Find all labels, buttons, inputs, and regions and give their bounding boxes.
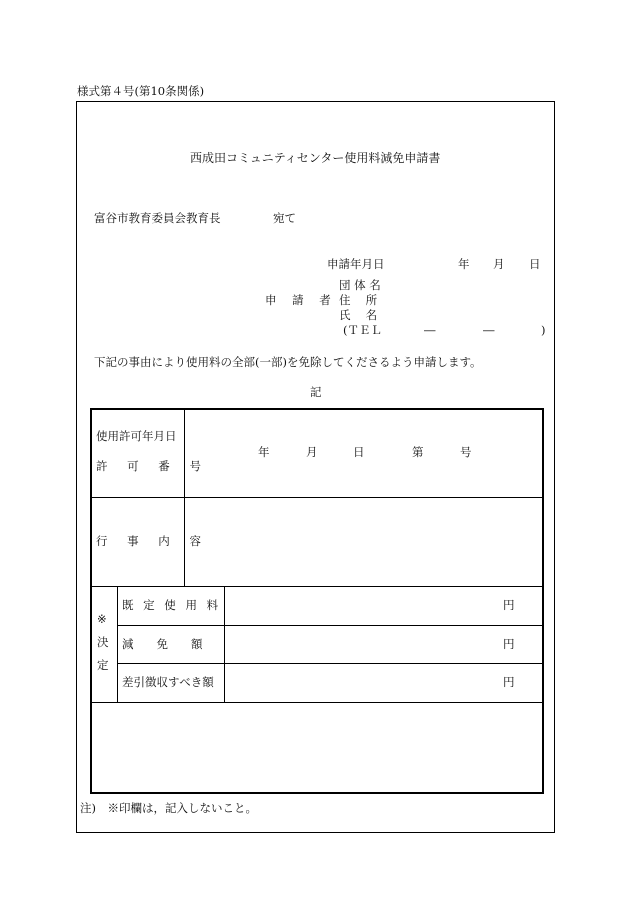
document-title: 西成田コミュニティセンター使用料減免申請書 <box>190 151 441 165</box>
request-text: 下記の事由により使用料の全部(一部)を免除してくださるよう申請します。 <box>94 355 482 369</box>
table-rule <box>117 663 543 664</box>
date-year: 年 <box>458 257 470 271</box>
date-month: 月 <box>493 257 505 271</box>
decision-line-2: 定 <box>97 658 109 672</box>
table-rule <box>224 586 225 702</box>
applicant-tel-dash-2: ― <box>483 323 495 337</box>
fee-row-unit: 円 <box>503 598 515 612</box>
permit-month: 月 <box>306 445 318 459</box>
applicant-tel-dash-1: ― <box>424 323 436 337</box>
balance-row-unit: 円 <box>503 675 515 689</box>
table-rule <box>91 497 543 498</box>
table-rule <box>117 625 543 626</box>
permit-go: 号 <box>460 445 472 459</box>
applicant-tel-open: (ＴＥＬ <box>343 323 382 337</box>
balance-row-label: 差引徴収すべき額 <box>122 675 214 689</box>
exemption-row-unit: 円 <box>503 637 515 651</box>
date-label: 申請年月日 <box>327 257 385 271</box>
date-day: 日 <box>529 257 541 271</box>
applicant-prefix: 申 請 者 <box>265 293 337 307</box>
permit-number-label: 許 可 番 号 <box>96 459 209 473</box>
addressee-suffix: 宛て <box>273 211 296 225</box>
table-rule <box>91 702 543 703</box>
table-rule <box>91 586 543 587</box>
permit-date-label: 使用許可年月日 <box>96 429 177 443</box>
table-rule <box>117 586 118 702</box>
fee-row-label: 既 定 使 用 料 <box>122 598 222 612</box>
applicant-name-label: 氏 名 <box>339 308 378 322</box>
event-label: 行 事 内 容 <box>96 534 209 548</box>
footnote: 注) ※印欄は，記入しないこと。 <box>80 801 257 815</box>
applicant-group-label: 団 体 名 <box>339 278 381 292</box>
exemption-row-label: 減 免 額 <box>122 637 203 651</box>
decision-line-1: 決 <box>97 635 109 649</box>
table-rule <box>184 409 185 586</box>
addressee-name: 富谷市教育委員会教育長 <box>94 211 221 225</box>
applicant-tel-close: ) <box>541 323 546 337</box>
permit-day: 日 <box>353 445 365 459</box>
applicant-address-label: 住 所 <box>339 293 378 307</box>
permit-year: 年 <box>258 445 270 459</box>
permit-no: 第 <box>412 445 424 459</box>
decision-mark: ※ <box>97 612 107 626</box>
ki-label: 記 <box>310 385 322 399</box>
form-number: 様式第４号(第10条関係) <box>77 84 205 98</box>
